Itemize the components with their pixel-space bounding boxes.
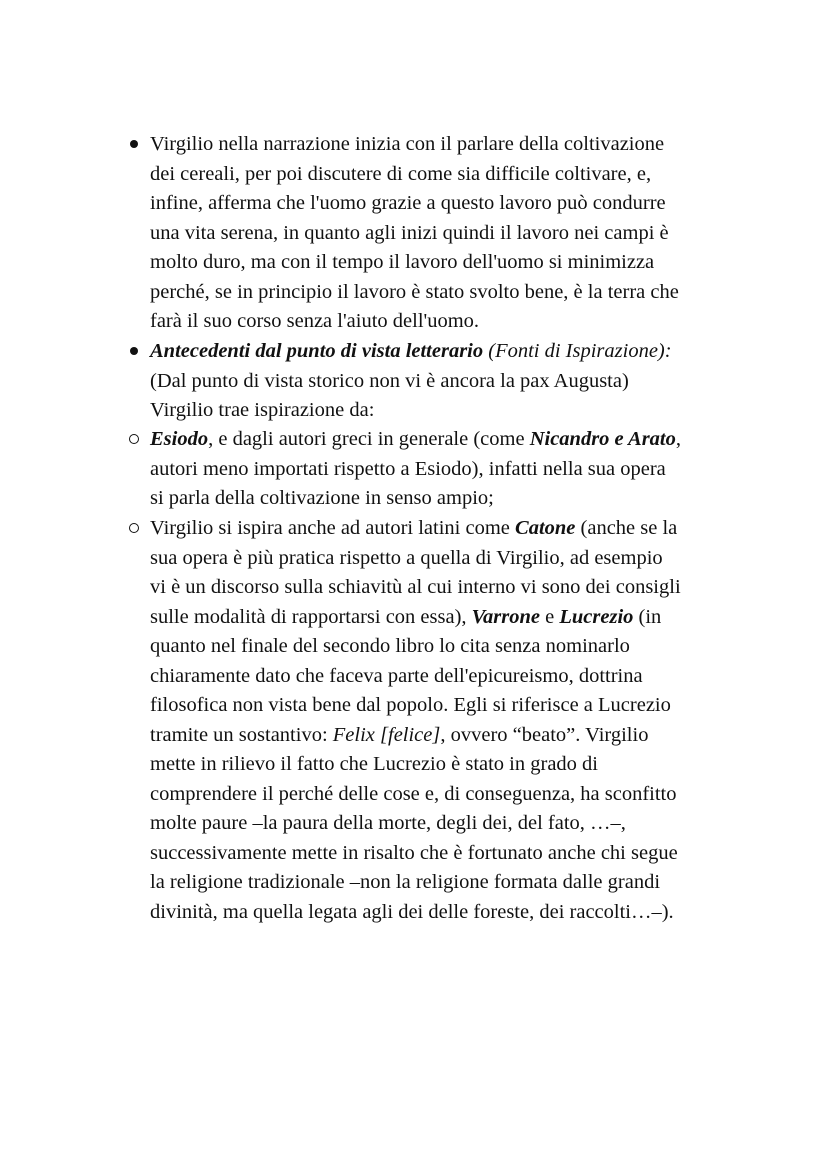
text-line bbox=[150, 248, 760, 278]
text-line bbox=[150, 219, 760, 249]
circle-marker-icon bbox=[120, 425, 148, 455]
text-run: , e dagli autori greci in generale (come bbox=[208, 428, 530, 450]
text-line bbox=[150, 721, 760, 751]
text-line bbox=[150, 425, 760, 455]
text-line bbox=[150, 898, 760, 928]
text-run: e bbox=[540, 605, 560, 628]
text-line bbox=[150, 160, 760, 190]
text-run: (anche se la bbox=[575, 517, 678, 539]
text-run: (Fonti di Ispirazione): bbox=[483, 340, 672, 362]
text-run: molto duro, ma con il tempo il lavoro dell'uomo si minimizza bbox=[150, 251, 655, 273]
text-run: farà il suo corso senza l'aiuto dell'uomo. bbox=[150, 310, 480, 332]
text-line bbox=[150, 809, 760, 839]
text-run: la religione tradizionale –non la religione formata dalle grandi bbox=[150, 871, 661, 893]
text-line bbox=[150, 455, 760, 485]
text-run: Antecedenti dal punto di vista letterario bbox=[150, 340, 484, 362]
text-run: Esiodo bbox=[150, 428, 209, 450]
text-run: successivamente mette in risalto che è fortunato anche chi segue bbox=[150, 841, 678, 864]
text-run: perché, se in principio il lavoro è stato svolto bene, è la terra che bbox=[150, 280, 679, 303]
circle-marker-icon bbox=[120, 514, 148, 544]
text-run: si parla della coltivazione in senso ampio; bbox=[150, 487, 494, 509]
text-line bbox=[150, 189, 760, 219]
sub-bullet-item bbox=[120, 514, 760, 927]
text-run: mette in rilievo il fatto che Lucrezio è stato in grado di bbox=[150, 753, 598, 775]
text-line bbox=[150, 307, 760, 337]
text-run: sulle modalità di rapportarsi con essa), bbox=[150, 605, 472, 628]
text-run: tramite un sostantivo: bbox=[150, 723, 333, 746]
text-line bbox=[150, 130, 760, 160]
text-run: quanto nel finale del secondo libro lo cita senza nominarlo bbox=[150, 635, 630, 657]
text-run: vi è un discorso sulla schiavitù al cui interno vi sono dei consigli bbox=[150, 576, 681, 598]
text-run: Lucrezio bbox=[559, 605, 634, 628]
text-line bbox=[150, 691, 760, 721]
text-run: autori meno importati rispetto a Esiodo), infatti nella sua opera bbox=[150, 457, 666, 480]
text-run: Felix [felice] bbox=[332, 723, 441, 746]
bullet-text bbox=[150, 337, 760, 426]
text-line bbox=[150, 632, 760, 662]
text-run: Virgilio nella narrazione inizia con il parlare della coltivazione bbox=[150, 133, 665, 155]
text-line bbox=[150, 839, 760, 869]
text-line bbox=[150, 603, 760, 633]
text-line bbox=[150, 514, 760, 544]
text-line bbox=[150, 573, 760, 603]
text-line bbox=[150, 780, 760, 810]
sub-bullet-text bbox=[150, 425, 760, 514]
text-line bbox=[150, 484, 760, 514]
text-run: una vita serena, in quanto agli inizi quindi il lavoro nei campi è bbox=[150, 221, 669, 244]
text-line bbox=[150, 544, 760, 574]
text-run: , bbox=[675, 428, 681, 450]
text-run: (in bbox=[633, 605, 662, 628]
text-line bbox=[150, 367, 760, 397]
bullet-marker-icon bbox=[120, 130, 148, 160]
text-run: , ovvero “beato”. Virgilio bbox=[440, 723, 649, 746]
text-run: dei cereali, per poi discutere di come sia difficile coltivare, e, bbox=[150, 162, 652, 185]
text-line bbox=[150, 750, 760, 780]
text-run: filosofica non vista bene dal popolo. Egli si riferisce a Lucrezio bbox=[150, 694, 671, 716]
text-line bbox=[150, 868, 760, 898]
text-line bbox=[150, 662, 760, 692]
text-run: Nicandro e Arato bbox=[529, 428, 676, 450]
bullet-item bbox=[120, 130, 760, 337]
text-run: chiaramente dato che faceva parte dell'epicureismo, dottrina bbox=[150, 664, 643, 687]
text-run: (Dal punto di vista storico non vi è ancora la pax Augusta) bbox=[150, 369, 629, 392]
text-run: Virgilio trae ispirazione da: bbox=[150, 399, 375, 421]
text-run: Varrone bbox=[471, 605, 541, 628]
text-run: molte paure –la paura della morte, degli dei, del fato, …–, bbox=[150, 812, 626, 834]
text-line bbox=[150, 337, 760, 367]
text-line bbox=[150, 396, 760, 426]
text-run: infine, afferma che l'uomo grazie a questo lavoro può condurre bbox=[150, 192, 666, 214]
bullet-marker-icon bbox=[120, 337, 148, 367]
text-run: comprendere il perché delle cose e, di conseguenza, ha sconfitto bbox=[150, 782, 677, 805]
text-run: Catone bbox=[515, 517, 576, 539]
bullet-text bbox=[150, 130, 760, 337]
text-line bbox=[150, 278, 760, 308]
bullet-item bbox=[120, 337, 760, 426]
sub-bullet-text bbox=[150, 514, 760, 927]
sub-bullet-item bbox=[120, 425, 760, 514]
text-run: Virgilio si ispira anche ad autori latini come bbox=[150, 517, 516, 539]
text-run: sua opera è più pratica rispetto a quella di Virgilio, ad esempio bbox=[150, 546, 663, 569]
text-run: divinità, ma quella legata agli dei delle foreste, dei raccolti…–). bbox=[150, 900, 674, 923]
